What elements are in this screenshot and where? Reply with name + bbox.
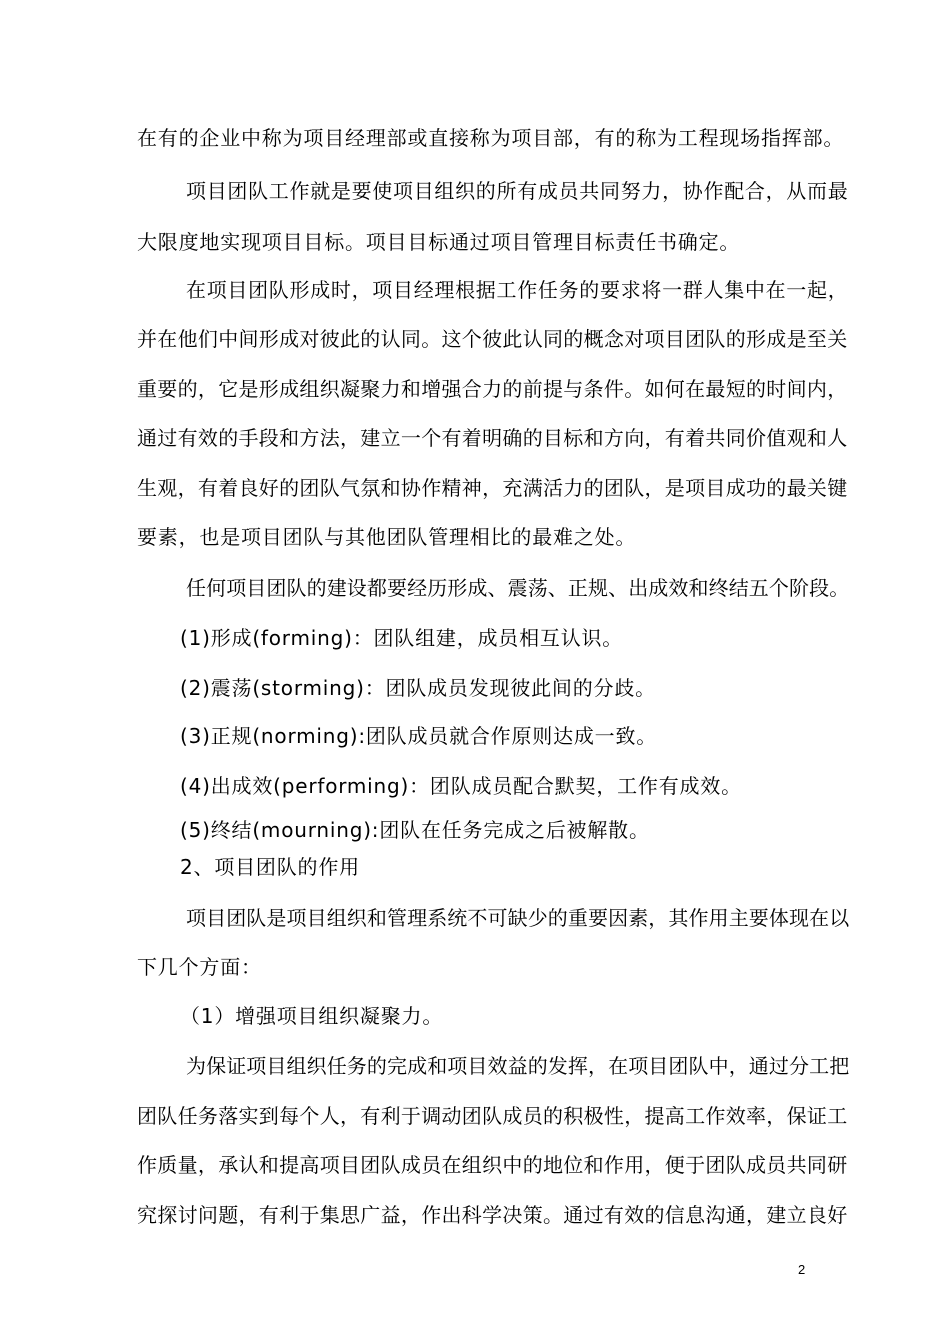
- text-line-12: (2)震荡(storming)：团队成员发现彼此间的分歧。: [180, 676, 656, 700]
- text-line-3: 大限度地实现项目目标。项目目标通过项目管理目标责任书确定。: [137, 230, 741, 254]
- text-line-22: 作质量，承认和提高项目团队成员在组织中的地位和作用，便于团队成员共同研: [137, 1153, 848, 1177]
- text-line-5: 并在他们中间形成对彼此的认同。这个彼此认同的概念对项目团队的形成是至关: [137, 327, 848, 351]
- text-line-10: 任何项目团队的建设都要经历形成、震荡、正规、出成效和终结五个阶段。: [186, 576, 850, 600]
- text-line-18: 下几个方面：: [137, 955, 262, 979]
- text-line-4: 在项目团队形成时，项目经理根据工作任务的要求将一群人集中在一起，: [186, 278, 849, 302]
- text-line-7: 通过有效的手段和方法，建立一个有着明确的目标和方向，有着共同价值观和人: [137, 426, 848, 450]
- text-line-23: 究探讨问题，有利于集思广益，作出科学决策。通过有效的信息沟通，建立良好: [137, 1203, 848, 1227]
- text-line-1: 在有的企业中称为项目经理部或直接称为项目部，有的称为工程现场指挥部。: [137, 126, 845, 150]
- section-heading: 2、项目团队的作用: [180, 855, 360, 879]
- text-line-19: （1）增强项目组织凝聚力。: [180, 1004, 444, 1028]
- text-line-11: (1)形成(forming)：团队组建，成员相互认识。: [180, 626, 624, 650]
- text-line-15: (5)终结(mourning):团队在任务完成之后被解散。: [180, 818, 650, 842]
- text-line-2: 项目团队工作就是要使项目组织的所有成员共同努力，协作配合，从而最: [186, 179, 849, 203]
- text-line-8: 生观，有着良好的团队气氛和协作精神，充满活力的团队，是项目成功的最关键: [137, 476, 848, 500]
- text-line-20: 为保证项目组织任务的完成和项目效益的发挥，在项目团队中，通过分工把: [186, 1054, 850, 1078]
- text-line-14: (4)出成效(performing)：团队成员配合默契，工作有成效。: [180, 774, 742, 798]
- text-line-6: 重要的，它是形成组织凝聚力和增强合力的前提与条件。如何在最短的时间内，: [137, 377, 848, 401]
- text-line-13: (3)正规(norming):团队成员就合作原则达成一致。: [180, 724, 658, 748]
- text-line-21: 团队任务落实到每个人，有利于调动团队成员的积极性，提高工作效率，保证工: [137, 1104, 848, 1128]
- text-line-17: 项目团队是项目组织和管理系统不可缺少的重要因素，其作用主要体现在以: [186, 906, 850, 930]
- page-number: 2: [798, 1262, 806, 1277]
- text-line-9: 要素，也是项目团队与其他团队管理相比的最难之处。: [137, 525, 637, 549]
